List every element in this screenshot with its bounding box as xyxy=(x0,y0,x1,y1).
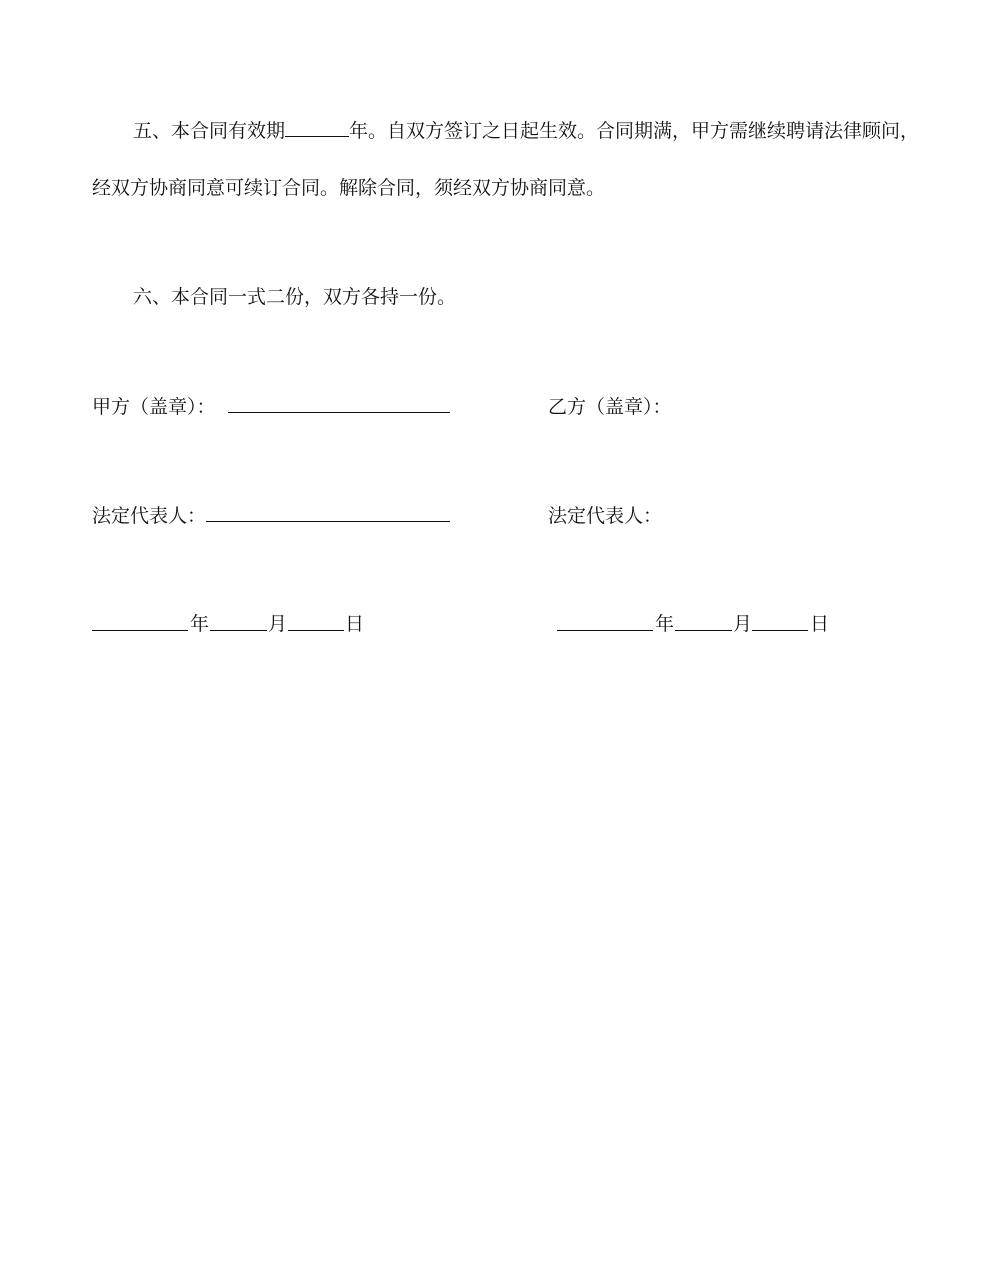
party-a-date-month-blank[interactable] xyxy=(210,630,267,631)
party-b-seal-label: 乙方（盖章）： xyxy=(548,396,672,418)
party-b-representative-label: 法定代表人： xyxy=(548,505,663,527)
party-b-date-day-label: 日 xyxy=(810,613,830,635)
validity-years-blank[interactable] xyxy=(285,118,349,137)
party-a-seal-blank[interactable] xyxy=(228,412,450,413)
clause-5-prefix: 五、本合同有效期 xyxy=(133,120,286,142)
party-a-seal-label: 甲方（盖章）： xyxy=(92,396,216,418)
party-b-date-year-blank[interactable] xyxy=(557,630,653,631)
party-b-date-year-label: 年 xyxy=(655,613,675,635)
party-b-date-month-label: 月 xyxy=(733,613,753,635)
clause-5-suffix: 年。自双方签订之日起生效。合同期满，甲方需继续聘请法律顾问， xyxy=(349,120,920,142)
party-b-date-day-blank[interactable] xyxy=(752,630,808,631)
clause-5-line-1 xyxy=(133,118,919,144)
party-a-representative-blank[interactable] xyxy=(206,521,450,522)
party-b-date-month-blank[interactable] xyxy=(675,630,732,631)
party-a-representative-label: 法定代表人： xyxy=(92,505,207,527)
party-a-date-day-blank[interactable] xyxy=(288,630,344,631)
party-a-date-month-label: 月 xyxy=(268,613,288,635)
party-a-date-year-blank[interactable] xyxy=(92,630,188,631)
party-a-date-year-label: 年 xyxy=(190,613,210,635)
party-a-date-day-label: 日 xyxy=(345,613,365,635)
clause-5-line-2: 经双方协商同意可续订合同。解除合同，须经双方协商同意。 xyxy=(92,177,606,199)
clause-6: 六、本合同一式二份，双方各持一份。 xyxy=(133,286,457,308)
